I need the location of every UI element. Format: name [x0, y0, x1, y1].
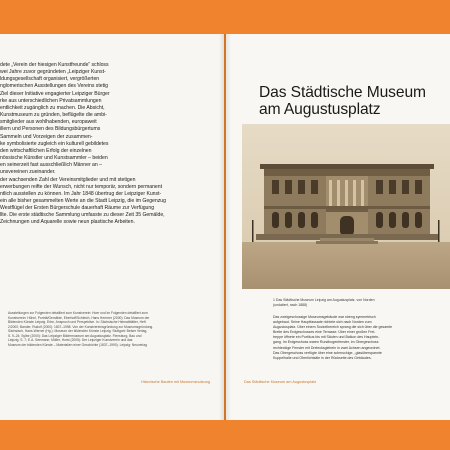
right-body-text	[273, 315, 441, 361]
footnotes	[8, 311, 214, 347]
footnote-line: 2/2000; Bander, Rudolf (2000): 1837–1998. Von der Kunstvereinsgründung zur Museumsgründung.	[8, 324, 154, 329]
text-line: den wirtschaftlichen Erfolg der einzelnen	[0, 147, 92, 154]
text-line: Augustusplatz. Über einem Sockelbereich sprang die sich über die gesamte	[273, 325, 393, 330]
left-body-text	[0, 62, 212, 227]
page-title	[259, 84, 426, 118]
title-line: am Augustusplatz	[259, 101, 381, 118]
text-line: treppe öffnete ein Portikus bis mit Säulen und Balkon des Hauptein-	[273, 335, 380, 340]
museum-building-illustration	[242, 124, 450, 289]
text-line: Sammeln und Vorzeigen der zusammen-	[0, 133, 93, 140]
text-line: en seinerzeit fast ausschließlich Männer an –	[0, 162, 102, 169]
caption-line: (undatiert, nach 1888)	[273, 302, 308, 307]
right-page	[226, 34, 450, 420]
title-line: Das Städtische Museum	[259, 84, 426, 101]
text-line: ein alle bisher gesammelten Werte an die Stadt Leipzig, die im Gegenzug	[0, 197, 166, 204]
text-line: erwerbungen reifte der Wunsch, nicht nur temporär, sondern permanent	[0, 183, 162, 190]
text-line: Zeichnungen und Aquarelle sowie neun plastische Arbeiten.	[0, 219, 135, 226]
text-line: Das zweigeschossige Museumsgebäude war streng symmetrisch	[273, 315, 376, 319]
text-line: Breite des Erdgeschosses eine Terrasse. Über einer großen Frei-	[273, 330, 376, 335]
text-line: aufgebaut. Seine Hauptfassade richtete sich nach Norden zum	[273, 320, 372, 325]
book-gutter-shadow	[219, 34, 231, 420]
museum-photo	[242, 124, 450, 289]
text-line: Das Obergeschoss verfügte über eine schmuckige, „glasüberspannte	[273, 350, 382, 355]
footnote-line: Kunstverein: Hühnl, Porträt/Gemälde, Eberhoff/Schleich, Hans Herrmer (2000): Das Museum der	[8, 315, 150, 320]
text-line: der wachsenden Zahl der Vereinsmitglieder und mit stetigen	[0, 176, 136, 183]
text-line: Kunstmuseum zu gründen, beflügelte die ambi-	[0, 112, 107, 119]
running-head-left: Historische Bauten mit Museumsnutzung	[140, 380, 210, 384]
text-line: ntlich ausstellen zu können. Im Jahr 1848 übertrug der Leipziger Kunst-	[0, 190, 162, 197]
footnote-line: Bildenden Künste Leipzig. Erbe, Anspruch und Perspektive. In: Sächsische Heimatblätter, Heft	[8, 320, 146, 325]
text-line: Kuppelhalle und Oberlichtsäle in der Rückseite des Gebäudes.	[273, 355, 372, 360]
running-head-right: Das Städtische Museum am Augustusplatz	[244, 380, 317, 384]
text-line: ldungsgesellschaft organisiert, vergrößerten	[0, 76, 100, 83]
text-line: illern und Personen des Bildungsbürgertums	[0, 126, 101, 133]
left-page	[0, 34, 224, 420]
text-line: nössische Künstler und Kunstsammler – beiden	[0, 155, 108, 162]
photo-caption	[273, 298, 413, 308]
text-line: dete „Verein der hiesigen Kunstfreunde“ schloss	[0, 62, 109, 68]
text-line: entlichkeit zugänglich zu machen. Die Absicht,	[0, 104, 105, 111]
book-spread	[0, 34, 450, 420]
text-line: gang. Im Erdgeschoss waren Rundbogenfenster, im Obergeschoss	[273, 340, 379, 345]
text-line: wei Jahre zuvor gegründeten „Leipziger Kunst-	[0, 69, 106, 76]
text-line: rechteckige Fenster mit Dreiecksgiebeln in zwei Achsen angeordnet.	[273, 345, 381, 350]
text-line: Ziel dieser Initiative engagierter Leipziger Bürger	[0, 90, 110, 97]
text-line: unsvereinen zueinander.	[0, 169, 56, 176]
footnote-line: Sächsisch, Hans-Werner (Hg.): Museum der bildenden Künste Leipzig. Stuttgart: Belser Verlag,	[8, 329, 148, 334]
text-line: nglomerischen Ausstellungen des Vereins stetig	[0, 83, 108, 90]
text-line: smitglieder aus wohlhabenden, europaweit	[0, 119, 97, 126]
text-line: rke aus unterschiedlichen Privatsammlungen	[0, 97, 102, 104]
footnote-line: Ausstellungen zur Folgenden detailliert zum Kunstverein: Hoer und im Folgenden detailliert zum	[8, 311, 148, 315]
footnote-line: S. 9–24; Sylbe (2000): Das Leipziger Bildermuseum am Augustusplatz. Flensburg, Bau und	[8, 333, 142, 338]
text-line: Westflügel der Ersten Bürgerschule dauerhaft Räume zur Verfügung	[0, 205, 155, 212]
caption-line: 1 Das Städtische Museum Leipzig am Augustusplatz, von Norden	[273, 298, 375, 302]
text-line: llte. Die erste städtische Sammlung umfasste zu dieser Zeit 35 Gemälde,	[0, 212, 165, 219]
footnote-line: Museum der bildenden Künste – Materialien einer Geschichte (1837–1990). Leipzig: Neuverlag	[8, 342, 147, 347]
footnote-line: Leipzig. S. 7; E.A. Seemann; Müller, Horst (2005): Der Leipziger Kunstverein und das	[8, 338, 133, 343]
text-line: ke symbolisierte zugleich ein kulturell gebildetes	[0, 140, 109, 147]
